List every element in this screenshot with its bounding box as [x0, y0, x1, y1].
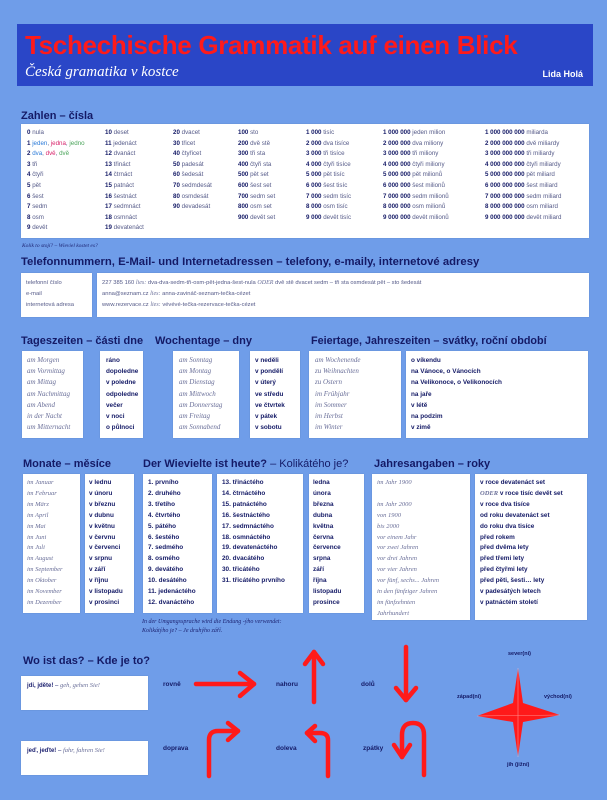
compass-star-icon — [477, 668, 560, 757]
numbers-title: Zahlen – čísla — [21, 110, 94, 122]
label-left: doleva — [276, 745, 297, 752]
price-question-note: Kolik to stojí? – Wieviel kostet es? — [22, 243, 98, 249]
date-col-1-box: 1. prvního 2. druhého 3. třetího 4. čtvrtého 5. pátého 6. šestého 7. sedmého 8. osmého 9. devátého 10. desátého 11. jedenáctého 12. dvanáctého — [143, 474, 212, 613]
times-of-day-title: Tageszeiten – části dne — [21, 335, 144, 347]
drive-box: jeď, jeďte! – fahr, fahren Sie! — [21, 741, 148, 775]
email-row: anna@seznam.cz lies: anna-zavináč-seznam-tečka-cézet — [102, 291, 251, 297]
page-title: Tschechische Grammatik auf einen Blick — [25, 30, 518, 60]
numbers-col-7: 1 000 000 000 miliarda 2 000 000 000 dvě miliardy 3 000 000 000 tři miliardy 4 000 000 000 čtyři miliardy 5 000 000 000 pět miliard 6 000 000 000 šest miliard 7 000 000 000 sedm miliard 8 000 000 000 osm miliard 9 000 000 000 devět miliard — [485, 129, 562, 221]
colloquial-note-1: In der Umgangssprache wird die Endung -ýho verwendet: — [142, 619, 282, 625]
numbers-col-5: 1 000 tisíc 2 000 dva tisíce 3 000 tři tisíce 4 000 čtyři tisíce 5 000 pět tisíc 6 000 šest tisíc 7 000 sedm tisíc 8 000 osm tisíc 9 000 devět tisíc — [306, 129, 352, 221]
arrow-straight-icon — [196, 673, 254, 696]
arrow-turn-right-icon — [209, 723, 238, 776]
numbers-col-2: 10 deset 11 jedenáct 12 dvanáct 13 třináct 14 čtrnáct 15 patnáct 16 šestnáct 17 sedmnáct 18 osmnáct 19 devatenáct — [105, 129, 144, 232]
years-title: Jahresangaben – roky — [374, 458, 491, 470]
numbers-col-3: 20 dvacet 30 třicet 40 čtyřicet 50 padesát 60 šedesát 70 sedmdesát 80 osmdesát 90 devadesát — [173, 129, 212, 211]
numbers-col-4: 100 sto 200 dvě stě 300 tři sta 400 čtyři sta 500 pět set 600 šest set 700 sedm set 800 osm set 900 devět set — [238, 129, 276, 221]
holidays-czech-box: o víkendu na Vánoce, o Vánocích na Velikonoce, o Velikonocích na jaře v létě na podzim v zimě — [406, 351, 588, 438]
arrow-down-icon — [396, 647, 416, 700]
compass-west: západ(ní) — [457, 694, 482, 700]
times-czech-box: ráno dopoledne v poledne odpoledne večer v noci o půlnoci — [100, 351, 143, 438]
date-col-3-box: ledna února března dubna května června července srpna září října listopadu prosince — [309, 474, 364, 613]
author-name: Lida Holá — [542, 69, 583, 79]
page-subtitle: Česká gramatika v kostce — [25, 64, 179, 80]
months-czech-box: v lednu v únoru v březnu v dubnu v květnu v červnu v červenci v srpnu v září v říjnu v listopadu v prosinci — [85, 474, 134, 613]
contacts-title: Telefonnummern, E-Mail- und Internetadressen – telefony, e-maily, internetové adresy — [21, 256, 480, 268]
web-row: www.rezervace.cz lies: vévévé-tečka-rezervace-tečka-cézet — [102, 302, 256, 308]
label-down: dolů — [361, 681, 375, 688]
colloquial-note-2: Kolikátýho je? – Je druhýho září. — [142, 628, 223, 634]
numbers-col-1: 0 nula 1 jeden, jedna, jedno 2 dva, dvě, dvě 3 tři 4 čtyři 5 pět 6 šest 7 sedm 8 osm 9 devět — [27, 129, 85, 232]
years-german-box: im Jahr 1900 im Jahr 2000 von 1900 bis 2000 vor einem Jahr vor zwei Jahren vor drei Jahren vor vier Jahren vor fünf, sechs... Jahren in den fünfziger Jahren im fünfzehnten Jahrhundert — [372, 474, 470, 620]
holidays-german-box: am Wochenende zu Weihnachten zu Ostern im Frühjahr im Sommer im Herbst im Winter — [309, 351, 401, 438]
label-email: e-mail — [26, 291, 42, 297]
weekdays-czech-box: v neděli v pondělí v úterý ve středu ve čtvrtek v pátek v sobotu — [250, 351, 300, 438]
arrow-up-icon — [305, 652, 323, 702]
label-phone: telefonní číslo — [26, 280, 62, 286]
years-czech-box: v roce devatenáct set ODER v roce tisíc devět set v roce dva tisíce od roku devatenáct set do roku dva tisíce před rokem před dvěma lety před třemi lety před čtyřmi lety před pěti, šesti… lety v padesátých letech v patnáctém století — [475, 474, 587, 620]
label-up: nahoru — [276, 681, 299, 688]
label-back: zpátky — [363, 745, 384, 752]
label-right: doprava — [163, 745, 189, 752]
times-german-box: am Morgen am Vormittag am Mittag am Nachmittag am Abend in der Nacht um Mitternacht — [22, 351, 83, 438]
label-web: internetová adresa — [26, 302, 75, 308]
months-german-box: im Januar im Februar im März im April im Mai im Juni im Juli im August im September im Oktober im November im Dezember — [23, 474, 80, 613]
label-straight: rovně — [163, 681, 181, 688]
walk-box: jdi, jděte! – geh, gehen Sie! — [21, 676, 148, 710]
numbers-col-6: 1 000 000 jeden milion 2 000 000 dva miliony 3 000 000 tři miliony 4 000 000 čtyři miliony 5 000 000 pět milionů 6 000 000 šest milionů 7 000 000 sedm milionů 8 000 000 osm milionů 9 000 000 devět milionů — [383, 129, 449, 221]
directions-title: Wo ist das? – Kde je to? — [23, 655, 150, 667]
weekdays-title: Wochentage – dny — [155, 335, 252, 347]
compass-east: východ(ní) — [544, 694, 572, 700]
compass-south: jih (jižní) — [507, 762, 530, 768]
date-col-2-box: 13. třináctého 14. čtrnáctého 15. patnáctého 16. šestnáctého 17. sedmnáctého 18. osmnáctého 19. devatenáctého 20. dvacátého 30. třicátého 31. třicátého prvního — [217, 474, 303, 613]
arrow-turn-left-icon — [307, 726, 328, 776]
compass-north: sever(ní) — [508, 651, 531, 657]
date-title: Der Wievielte ist heute? – Kolikátého je? — [143, 458, 349, 470]
phone-row: 227 385 160 lies: dva-dva-sedm-tři-osm-pět-jedna-šest-nula ODER dvě stě dvacet sedm – tři sta osmdesát pět – sto šedesát — [102, 280, 422, 286]
weekdays-german-box: am Sonntag am Montag am Dienstag am Mittwoch am Donnerstag am Freitag am Sonnabend — [173, 351, 239, 438]
holidays-title: Feiertage, Jahreszeiten – svátky, roční období — [311, 335, 547, 347]
months-title: Monate – měsíce — [23, 458, 112, 470]
arrow-u-turn-icon — [394, 723, 424, 775]
